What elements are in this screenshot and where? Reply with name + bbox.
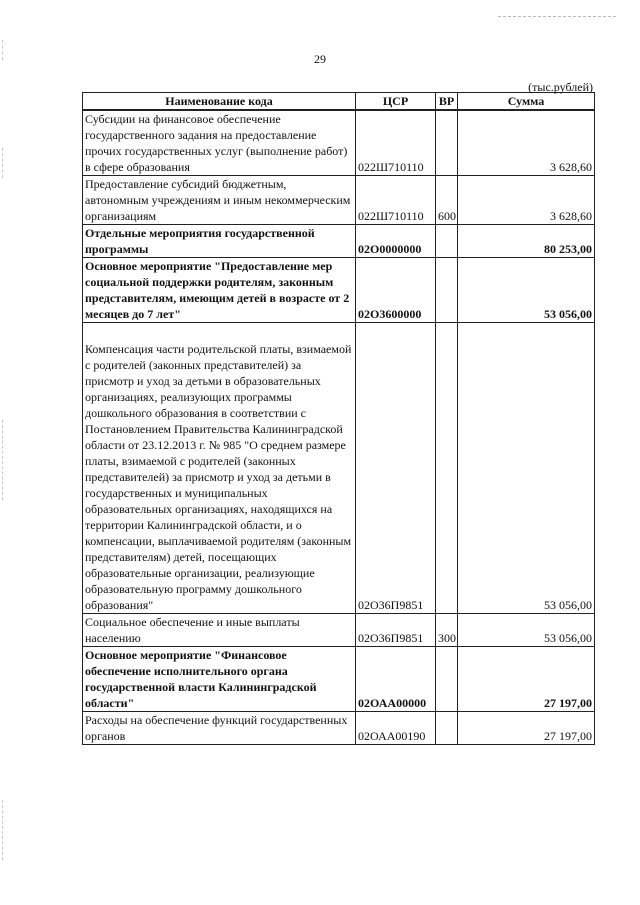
header-name: Наименование кода bbox=[83, 93, 356, 111]
row-name: Основное мероприятие "Финансовое обеспечение исполнительного органа государственной власти Калининградской области" bbox=[83, 647, 356, 712]
row-vr bbox=[436, 647, 458, 712]
row-sum: 3 628,60 bbox=[458, 176, 595, 225]
top-rule bbox=[498, 16, 616, 17]
row-vr bbox=[436, 323, 458, 614]
row-sum: 3 628,60 bbox=[458, 110, 595, 176]
table-row bbox=[83, 110, 595, 176]
row-vr bbox=[436, 225, 458, 258]
row-vr: 300 bbox=[436, 614, 458, 647]
row-sum: 53 056,00 bbox=[458, 614, 595, 647]
row-csr: 02О3600000 bbox=[356, 258, 436, 323]
margin-mark bbox=[2, 148, 4, 178]
table-row bbox=[83, 258, 595, 323]
table-row bbox=[83, 323, 595, 614]
row-name: Расходы на обеспечение функций государственных органов bbox=[83, 712, 356, 745]
row-vr bbox=[436, 712, 458, 745]
row-csr: 022Ш710110 bbox=[356, 110, 436, 176]
row-csr: 022Ш710110 bbox=[356, 176, 436, 225]
row-sum: 27 197,00 bbox=[458, 712, 595, 745]
margin-mark bbox=[2, 420, 4, 500]
table-row bbox=[83, 225, 595, 258]
row-name: Субсидии на финансовое обеспечение государственного задания на предоставление прочих государственных услуг (выполнение работ) в сфере образования bbox=[83, 110, 356, 176]
row-csr: 02ОАА00000 bbox=[356, 647, 436, 712]
row-csr: 02О36П9851 bbox=[356, 323, 436, 614]
header-csr: ЦСР bbox=[356, 93, 436, 111]
units-label: (тыс.рублей) bbox=[528, 80, 593, 94]
page-number: 29 bbox=[314, 52, 326, 66]
header-row bbox=[83, 93, 595, 111]
row-csr: 02ОАА00190 bbox=[356, 712, 436, 745]
row-name: Социальное обеспечение и иные выплаты населению bbox=[83, 614, 356, 647]
budget-table bbox=[82, 92, 595, 745]
table-row bbox=[83, 712, 595, 745]
row-sum: 53 056,00 bbox=[458, 323, 595, 614]
margin-mark bbox=[2, 800, 4, 860]
row-vr: 600 bbox=[436, 176, 458, 225]
row-vr bbox=[436, 110, 458, 176]
row-sum: 53 056,00 bbox=[458, 258, 595, 323]
table-row bbox=[83, 647, 595, 712]
row-name: Основное мероприятие "Предоставление мер социальной поддержки родителям, законным представителям, имеющим детей в возрасте от 2 месяцев до 7 лет" bbox=[83, 258, 356, 323]
row-name: Компенсация части родительской платы, взимаемой с родителей (законных представителей) за присмотр и уход за детьми в образовательных организациях, реализующих программы дошкольного образования в соответствии с Постановлением Правительства Калининградской области от 23.12.2013 г. № 985 "О среднем размере платы, взимаемой с родителей (законных представителей) за присмотр и уход за детьми в государственных и муниципальных образовательных организациях, находящихся на территории Калининградской области, и о компенсации, выплачиваемой родителям (законным представителям) детей, посещающих образовательные организации, реализующие образовательную программу дошкольного образования" bbox=[83, 323, 356, 614]
table-row bbox=[83, 614, 595, 647]
header-vr: ВР bbox=[436, 93, 458, 111]
row-csr: 02О36П9851 bbox=[356, 614, 436, 647]
row-name: Предоставление субсидий бюджетным, автономным учреждениям и иным некоммерческим организациям bbox=[83, 176, 356, 225]
row-name: Отдельные мероприятия государственной программы bbox=[83, 225, 356, 258]
table-row bbox=[83, 176, 595, 225]
row-vr bbox=[436, 258, 458, 323]
row-sum: 80 253,00 bbox=[458, 225, 595, 258]
header-sum: Сумма bbox=[458, 93, 595, 111]
row-csr: 02О0000000 bbox=[356, 225, 436, 258]
row-sum: 27 197,00 bbox=[458, 647, 595, 712]
